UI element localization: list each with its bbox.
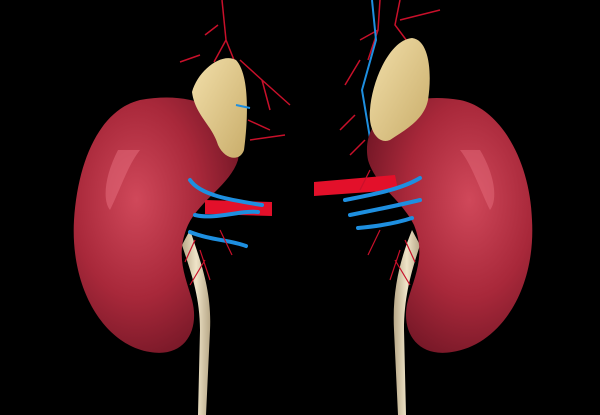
left-kidney-group (74, 0, 290, 415)
left-renal-vein (190, 180, 262, 246)
left-kidney (74, 97, 239, 352)
right-kidney-group (314, 0, 532, 415)
